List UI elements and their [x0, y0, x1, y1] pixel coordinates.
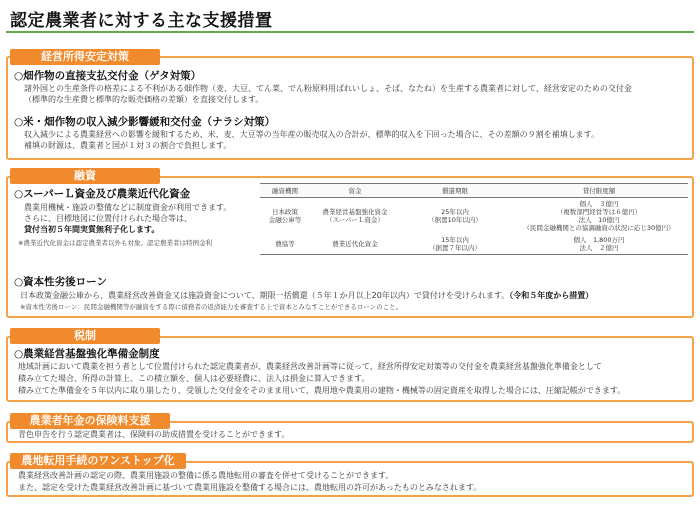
section-header-tenyo: 農地転用手続のワンストップ化: [10, 453, 186, 469]
superl-line-1: 農業用機械・施設の整備などに制度資金が利用できます。: [24, 203, 232, 212]
table-cell: 農業経営基盤強化資金: [322, 208, 388, 216]
table-header-cell: 貸付限度額: [510, 184, 688, 198]
table-cell: 個人 1,800万円: [573, 236, 625, 244]
narashi-line-1: 収入減少による農業経営への影響を緩和するため、米、麦、大豆等の当年産の販売収入の合計が、標準的収入を下回った場合に、その差額の９割を補填します。: [24, 130, 600, 139]
zeisei-line-1: 地域計画において農業を担う者として位置付けられた認定農業者が、農業経営改善計画等に従って、経営所得安定対策等の交付金を農業経営基盤強化準備金として: [18, 362, 602, 371]
shihon-line-main: 日本政策金融公庫から、農業経営改善資金又は施設資金について、期限一括償還（５年１か月以上20年以内）で貸付けを受けられます。: [20, 291, 510, 300]
geta-line-1: 諸外国との生産条件の格差による不利がある畑作物（麦、大豆、てん菜、でん粉原料用ばれいしょ、そば、なたね）を生産する農業者に対して、経営安定のための交付金: [24, 84, 632, 93]
table-cell: 農業近代化資金: [310, 234, 400, 255]
section-header-nenkin: 農業者年金の保険料支援: [10, 413, 170, 429]
title-divider: [6, 31, 694, 33]
loan-table-header: [260, 184, 688, 198]
table-cell: 個人 ３億円: [579, 200, 619, 208]
section-header-zeisei: 税制: [10, 328, 160, 344]
table-row: [260, 234, 688, 255]
shihon-note: ※資本性劣後ローン：民間金融機関等が融資をする際に債務者の返済能力を審査する上で資本とみなすことができるローンのこと。: [20, 303, 403, 311]
table-header-cell: 償還期限: [400, 184, 510, 198]
tenyo-line-1: 農業経営改善計画の認定の際、農業用施設の整備に係る農地転用の審査を併せて受けることができます。: [18, 471, 394, 480]
narashi-line-2: 補填の財源は、農業者と国が１対３の割合で負担します。: [24, 141, 232, 150]
table-cell: 25年以内: [441, 208, 469, 216]
table-cell: 日本政策: [272, 208, 298, 216]
table-cell: （民間金融機関との協調融資の状況に応じ30億円）: [523, 224, 675, 232]
section-header-yushi: 融資: [10, 168, 160, 184]
tenyo-line-2: また、認定を受けた農業経営改善計画に基づいて農業用施設を整備する場合には、農地転用の許可があったものとみなされます。: [18, 483, 482, 492]
table-cell: 15年以内: [441, 236, 469, 244]
table-cell: （据置10年以内）: [428, 216, 482, 224]
table-cell: 法人 ２億円: [579, 244, 619, 252]
table-cell: 農協等: [260, 234, 310, 255]
shihon-line: [20, 290, 593, 301]
zeisei-line-3: 積み立てた準備金を５年以内に取り崩したり、受領した交付金をそのまま用いて、農用地や農業用の建物・機械等の固定資産を取得した場合には、圧縮記帳ができます。: [18, 386, 626, 395]
geta-line-2: （標準的な生産費と標準的な販売価格の差額）を直接交付します。: [24, 95, 264, 104]
table-header-cell: 資金: [310, 184, 400, 198]
table-cell: 法人 10億円: [578, 216, 620, 224]
table-header-cell: 融資機関: [260, 184, 310, 198]
table-row: [260, 198, 688, 235]
table-cell: （スーパーＬ資金）: [326, 216, 384, 224]
nenkin-line: 青色申告を行う認定農業者は、保険料の助成措置を受けることができます。: [18, 430, 290, 439]
zeisei-heading: ○農業経営基盤強化準備金制度: [14, 348, 160, 360]
loan-table: [260, 183, 688, 255]
zeisei-line-2: 積み立てた場合、所得の計算上、この積立額を、個人は必要経費に、法人は損金に算入できます。: [18, 374, 370, 383]
superl-heading: ○スーパーＬ資金及び農業近代化資金: [14, 188, 191, 200]
superl-note: ※農業近代化資金は認定農業者以外も対象。認定農業者は特例金利: [18, 239, 212, 247]
table-cell: （複数部門経営等は６億円）: [556, 208, 642, 216]
geta-heading: ○畑作物の直接支払交付金（ゲタ対策）: [14, 70, 202, 82]
section-header-keiei: 経営所得安定対策: [10, 49, 160, 65]
page-title: 認定農業者に対する主な支援措置: [10, 11, 273, 31]
table-cell: （据置７年以内）: [429, 244, 481, 252]
superl-line-2: さらに、目標地図に位置付けられた場合等は、: [24, 214, 192, 223]
shihon-line-bold: （令和５年度から措置）: [509, 291, 594, 300]
narashi-heading: ○米・畑作物の収入減少影響緩和交付金（ナラシ対策）: [14, 116, 276, 128]
superl-line-3: 貸付当初５年間実質無利子化します。: [24, 225, 160, 234]
table-cell: 金融公庫等: [268, 216, 302, 224]
shihon-heading: ○資本性劣後ローン: [14, 276, 107, 288]
